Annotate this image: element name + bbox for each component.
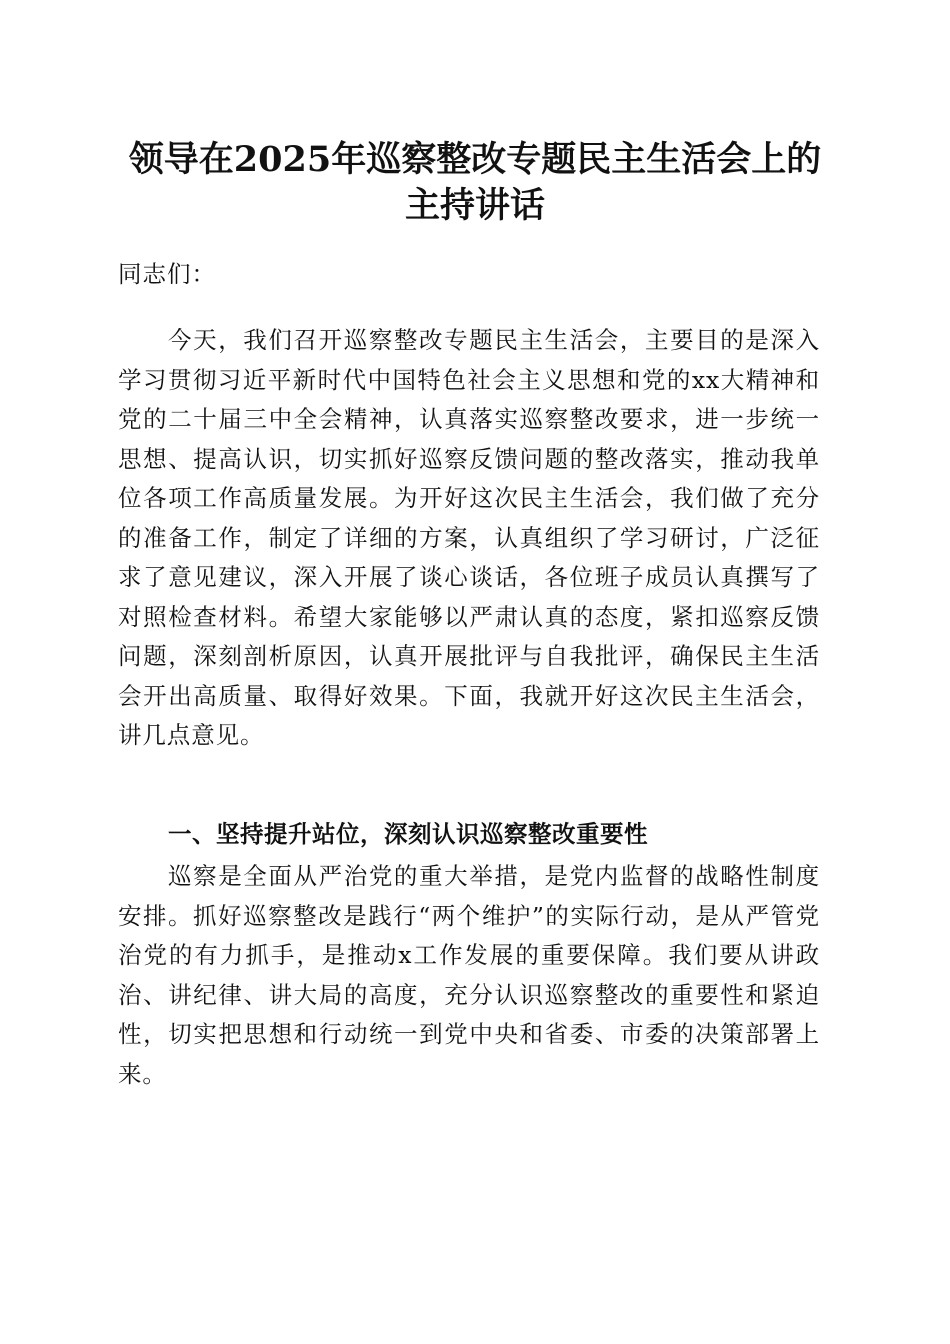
- paragraph-section-1: 巡察是全面从严治党的重大举措，是党内监督的战略性制度安排。抓好巡察整改是践行“两个维护”的实际行动，是从严管党治党的有力抓手，是推动x工作发展的重要保障。我们要从讲政治、讲纪律、讲大局的高度，充分认识巡察整改的重要性和紧迫性，切实把思想和行动统一到党中央和省委、市委的决策部署上来。: [118, 862, 820, 1088]
- salutation: 同志们：: [118, 260, 216, 288]
- section-heading-1: 一、坚持提升站位，深刻认识巡察整改重要性: [168, 820, 648, 848]
- document-title-line1: 领导在2025年巡察整改专题民主生活会上的: [128, 139, 822, 180]
- paragraph-intro: 今天，我们召开巡察整改专题民主生活会，主要目的是深入学习贯彻习近平新时代中国特色社会主义思想和党的xx大精神和党的二十届三中全会精神，认真落实巡察整改要求，进一步统一思想、提高认识，切实抓好巡察反馈问题的整改落实，推动我单位各项工作高质量发展。为开好这次民主生活会，我们做了充分的准备工作，制定了详细的方案，认真组织了学习研讨，广泛征求了意见建议，深入开展了谈心谈话，各位班子成员认真撰写了对照检查材料。希望大家能够以严肃认真的态度，紧扣巡察反馈问题，深刻剖析原因，认真开展批评与自我批评，确保民主生活会开出高质量、取得好效果。下面，我就开好这次民主生活会，讲几点意见。: [118, 326, 820, 749]
- document-title-line2: 主持讲话: [404, 185, 545, 226]
